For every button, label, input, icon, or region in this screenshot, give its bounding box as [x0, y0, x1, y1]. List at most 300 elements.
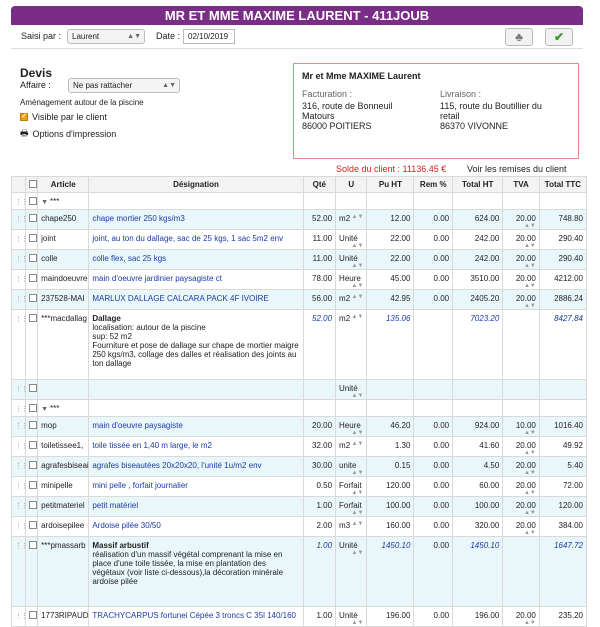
article-cell[interactable] [38, 497, 89, 517]
total-ht-cell-value: 1450.10 [470, 541, 500, 550]
designation-cell[interactable] [89, 230, 303, 250]
qty-cell-value: 32.00 [312, 441, 333, 450]
unit-cell[interactable] [336, 250, 367, 270]
pu-ht-cell[interactable] [367, 380, 414, 400]
select-all-checkbox[interactable] [29, 180, 37, 188]
pu-ht-cell-value: 196.00 [385, 611, 411, 620]
collapse-triangle-icon[interactable]: ▼ [41, 406, 50, 413]
row-handle[interactable] [12, 537, 26, 607]
qty-cell-value: 1.00 [316, 541, 333, 550]
pu-ht-cell-value: 1.30 [394, 441, 411, 450]
qty-cell[interactable] [303, 537, 335, 607]
row-handle[interactable] [12, 270, 26, 290]
drag-handle-icon[interactable]: ⋮⋮ [15, 543, 27, 550]
pu-ht-cell[interactable] [367, 477, 414, 497]
article-cell[interactable] [38, 250, 89, 270]
qty-cell[interactable] [303, 230, 335, 250]
total-ttc-cell-value: 748.80 [558, 214, 583, 223]
total-ttc-cell[interactable] [539, 210, 586, 230]
tva-cell[interactable] [503, 310, 540, 380]
unit-cell[interactable] [336, 457, 367, 477]
total-ht-cell[interactable] [453, 457, 503, 477]
designation-cell[interactable] [89, 210, 303, 230]
qty-cell[interactable] [303, 517, 335, 537]
unit-cell[interactable] [336, 210, 367, 230]
row-checkbox[interactable] [29, 611, 37, 619]
updown-icon: ▲▼ [351, 620, 364, 626]
qty-cell[interactable] [303, 193, 335, 210]
designation-cell[interactable] [89, 270, 303, 290]
unit-cell[interactable] [336, 193, 367, 210]
article-cell[interactable] [38, 290, 89, 310]
handle-header [12, 177, 26, 193]
total-ttc-cell-value: 1647.72 [554, 541, 583, 550]
unit-cell[interactable] [336, 497, 367, 517]
total-ht-cell[interactable] [453, 477, 503, 497]
tva-cell[interactable] [503, 210, 540, 230]
pu-ht-cell[interactable] [367, 457, 414, 477]
unit-cell[interactable] [336, 270, 367, 290]
unit-value: Unité [339, 541, 358, 550]
row-checkbox[interactable] [29, 521, 37, 529]
total-ttc-cell[interactable] [539, 537, 586, 607]
article-cell[interactable] [38, 310, 89, 380]
tva-cell[interactable] [503, 380, 540, 400]
total-ht-cell[interactable] [453, 537, 503, 607]
remise-cell[interactable] [414, 400, 453, 417]
total-ht-cell[interactable] [453, 417, 503, 437]
pu-ht-cell[interactable] [367, 517, 414, 537]
designation-cell[interactable] [89, 437, 303, 457]
pu-ht-cell[interactable] [367, 250, 414, 270]
tva-cell[interactable] [503, 477, 540, 497]
designation-cell[interactable] [89, 457, 303, 477]
remise-cell[interactable] [414, 310, 453, 380]
remise-cell[interactable] [414, 193, 453, 210]
row-checkbox[interactable] [29, 501, 37, 509]
row-handle[interactable] [12, 417, 26, 437]
pu-ht-cell[interactable] [367, 607, 414, 627]
total-ttc-cell[interactable] [539, 193, 586, 210]
tva-cell[interactable] [503, 230, 540, 250]
unit-cell[interactable] [336, 607, 367, 627]
table-row[interactable] [12, 270, 587, 290]
row-handle[interactable] [12, 607, 26, 627]
unit-value: m2 [339, 314, 351, 323]
article-code: agrafesbiseai [41, 461, 89, 470]
tva-cell[interactable] [503, 193, 540, 210]
row-checkbox[interactable] [29, 461, 37, 469]
tva-cell[interactable] [503, 270, 540, 290]
designation-cell[interactable] [89, 607, 303, 627]
remise-cell[interactable] [414, 210, 453, 230]
remise-cell[interactable] [414, 270, 453, 290]
row-checkbox[interactable] [29, 314, 37, 322]
article-cell[interactable] [38, 230, 89, 250]
row-checkbox[interactable] [29, 441, 37, 449]
table-row[interactable] [12, 517, 587, 537]
table-row[interactable] [12, 380, 587, 400]
col-pu-ht: Pu HT [367, 177, 414, 193]
designation-cell[interactable] [89, 417, 303, 437]
total-ttc-cell-value: 49.92 [562, 441, 583, 450]
article-cell[interactable] [38, 517, 89, 537]
table-row[interactable] [12, 437, 587, 457]
designation-cell[interactable] [89, 517, 303, 537]
tva-cell[interactable] [503, 607, 540, 627]
qty-cell-value: 1.00 [316, 501, 333, 510]
total-ttc-cell[interactable] [539, 417, 586, 437]
total-ttc-cell[interactable] [539, 517, 586, 537]
total-ttc-cell[interactable] [539, 250, 586, 270]
row-checkbox[interactable] [29, 274, 37, 282]
remise-cell[interactable] [414, 230, 453, 250]
print-options-row[interactable] [20, 126, 116, 142]
total-ht-cell-value: 41.60 [479, 441, 500, 450]
remise-cell[interactable] [414, 417, 453, 437]
tva-cell[interactable] [503, 457, 540, 477]
designation-cell[interactable] [89, 310, 303, 380]
designation-cell[interactable] [89, 537, 303, 607]
qty-cell[interactable] [303, 607, 335, 627]
row-checkbox[interactable] [29, 234, 37, 242]
drag-handle-icon[interactable]: ⋮⋮ [15, 503, 27, 510]
row-handle[interactable] [12, 477, 26, 497]
total-ht-cell[interactable] [453, 193, 503, 210]
row-checkbox[interactable] [29, 541, 37, 549]
qty-cell[interactable] [303, 457, 335, 477]
unit-value: Unité [339, 254, 358, 263]
qty-cell-value: 1.00 [316, 611, 333, 620]
qty-cell-value: 52.00 [312, 314, 333, 323]
total-ttc-cell-value: 235.20 [558, 611, 583, 620]
qty-cell[interactable] [303, 477, 335, 497]
pu-ht-cell[interactable] [367, 497, 414, 517]
pu-ht-cell[interactable] [367, 290, 414, 310]
col-unit: U [336, 177, 367, 193]
table-row[interactable] [12, 310, 587, 380]
designation-cell[interactable] [89, 400, 303, 417]
total-ttc-cell-value: 384.00 [558, 521, 583, 530]
row-checkbox[interactable] [29, 481, 37, 489]
drag-handle-icon[interactable]: ⋮⋮ [15, 443, 27, 450]
qty-cell[interactable] [303, 417, 335, 437]
validate-button[interactable] [545, 28, 573, 46]
date-field[interactable]: 02/10/2019 [183, 29, 235, 44]
article-cell[interactable] [38, 210, 89, 230]
drag-handle-icon[interactable]: ⋮⋮ [15, 483, 27, 490]
row-handle[interactable] [12, 457, 26, 477]
unit-cell[interactable] [336, 290, 367, 310]
col-remise: Rem % [414, 177, 453, 193]
pu-ht-cell[interactable] [367, 230, 414, 250]
table-row[interactable] [12, 210, 587, 230]
total-ht-cell[interactable] [453, 270, 503, 290]
designation-cell[interactable] [89, 193, 303, 210]
total-ttc-cell[interactable] [539, 437, 586, 457]
select-all-header [25, 177, 38, 193]
total-ht-cell[interactable] [453, 250, 503, 270]
tva-cell[interactable] [503, 290, 540, 310]
unit-value: Forfait [339, 501, 362, 510]
total-ht-cell[interactable] [453, 310, 503, 380]
qty-cell[interactable] [303, 400, 335, 417]
qty-cell[interactable] [303, 380, 335, 400]
drag-handle-icon[interactable]: ⋮⋮ [15, 256, 27, 263]
unit-cell[interactable] [336, 417, 367, 437]
designation-cell[interactable] [89, 290, 303, 310]
table-row[interactable] [12, 607, 587, 627]
qty-cell[interactable] [303, 497, 335, 517]
designation-cell[interactable] [89, 250, 303, 270]
pu-ht-cell-value: 42.95 [390, 294, 411, 303]
qty-cell[interactable] [303, 270, 335, 290]
address-line: 86000 POITIERS [302, 121, 372, 131]
total-ttc-cell[interactable] [539, 380, 586, 400]
article-cell[interactable] [38, 270, 89, 290]
drag-handle-icon[interactable]: ⋮⋮ [15, 523, 27, 530]
total-ttc-cell[interactable] [539, 497, 586, 517]
clover-button[interactable] [505, 28, 533, 46]
updown-icon: ▲▼ [351, 393, 364, 399]
qty-cell[interactable] [303, 437, 335, 457]
qty-cell-value: 0.50 [316, 481, 333, 490]
drag-handle-icon[interactable]: ⋮⋮ [15, 199, 27, 206]
qty-cell-value: 2.00 [316, 521, 333, 530]
updown-icon: ▲▼ [523, 223, 536, 229]
remise-cell[interactable] [414, 437, 453, 457]
total-ttc-cell[interactable] [539, 607, 586, 627]
pu-ht-cell[interactable] [367, 310, 414, 380]
article-cell[interactable] [38, 380, 89, 400]
qty-cell-value: 78.00 [312, 274, 333, 283]
drag-handle-icon[interactable]: ⋮⋮ [15, 406, 27, 413]
clover-icon: ♣ [515, 30, 523, 44]
article-cell[interactable] [38, 607, 89, 627]
col-total-ttc: Total TTC [539, 177, 586, 193]
saisi-par-select[interactable] [67, 29, 145, 44]
pu-ht-cell[interactable] [367, 437, 414, 457]
total-ttc-cell[interactable] [539, 270, 586, 290]
remise-cell-value: 0.00 [433, 421, 450, 430]
table-row[interactable] [12, 497, 587, 517]
total-ht-cell[interactable] [453, 497, 503, 517]
remise-cell-value: 0.00 [433, 611, 450, 620]
updown-icon: ▲▼ [351, 214, 364, 220]
article-cell[interactable] [38, 537, 89, 607]
tva-cell[interactable] [503, 497, 540, 517]
client-discounts-link[interactable]: Voir les remises du client [467, 164, 567, 174]
total-ht-cell[interactable] [453, 230, 503, 250]
row-handle[interactable] [12, 290, 26, 310]
updown-icon: ▲▼ [523, 430, 536, 436]
check-icon: ✔ [553, 30, 565, 44]
table-row[interactable] [12, 250, 587, 270]
tva-cell[interactable] [503, 517, 540, 537]
unit-cell[interactable] [336, 310, 367, 380]
drag-handle-icon[interactable]: ⋮⋮ [15, 296, 27, 303]
pu-ht-cell[interactable] [367, 400, 414, 417]
total-ht-cell[interactable] [453, 210, 503, 230]
total-ht-cell-value: 3510.00 [470, 274, 500, 283]
designation-cell[interactable] [89, 497, 303, 517]
article-cell[interactable] [38, 417, 89, 437]
remise-cell-value: 0.00 [433, 234, 450, 243]
total-ht-cell[interactable] [453, 290, 503, 310]
drag-handle-icon[interactable]: ⋮⋮ [15, 236, 27, 243]
collapse-triangle-icon[interactable]: ▼ [41, 199, 50, 206]
total-ttc-cell[interactable] [539, 230, 586, 250]
affaire-select[interactable] [68, 78, 180, 93]
table-row[interactable] [12, 477, 587, 497]
facturation-label: Facturation : [302, 89, 353, 99]
updown-icon: ▲▼ [351, 314, 364, 320]
table-row[interactable] [12, 417, 587, 437]
total-ttc-cell[interactable] [539, 310, 586, 380]
total-ht-cell[interactable] [453, 607, 503, 627]
remise-cell[interactable] [414, 537, 453, 607]
visible-client-row[interactable] [20, 112, 107, 122]
updown-icon: ▲▼ [351, 283, 364, 289]
drag-handle-icon[interactable]: ⋮⋮ [15, 276, 27, 283]
row-checkbox[interactable] [29, 197, 37, 205]
pu-ht-cell-value: 135.06 [385, 314, 411, 323]
designation-cell[interactable] [89, 477, 303, 497]
remise-cell[interactable] [414, 457, 453, 477]
tva-value: 20.00 [515, 234, 536, 243]
row-checkbox[interactable] [29, 384, 37, 392]
row-handle[interactable] [12, 380, 26, 400]
row-handle[interactable] [12, 250, 26, 270]
tva-value: 20.00 [515, 254, 536, 263]
updown-icon: ▲▼ [523, 450, 536, 456]
unit-cell[interactable] [336, 380, 367, 400]
drag-handle-icon[interactable]: ⋮⋮ [15, 316, 27, 323]
remise-cell[interactable] [414, 250, 453, 270]
article-cell[interactable] [38, 477, 89, 497]
unit-value: m3 [339, 521, 351, 530]
drag-handle-icon[interactable]: ⋮⋮ [15, 423, 27, 430]
designation-text: TRACHYCARPUS fortunei Cépée 3 troncs C 35l 140/160 [92, 611, 296, 620]
row-handle[interactable] [12, 400, 26, 417]
row-checkbox[interactable] [29, 421, 37, 429]
designation-text: mini pelle , forfait journalier [92, 481, 188, 490]
livraison-address [440, 101, 542, 131]
row-handle[interactable] [12, 193, 26, 210]
unit-cell[interactable] [336, 477, 367, 497]
total-ttc-cell[interactable] [539, 457, 586, 477]
qty-cell[interactable] [303, 310, 335, 380]
updown-icon: ▲▼ [523, 620, 536, 626]
table-row[interactable] [12, 457, 587, 477]
pu-ht-cell[interactable] [367, 193, 414, 210]
unit-cell[interactable] [336, 517, 367, 537]
table-row[interactable] [12, 193, 587, 210]
drag-handle-icon[interactable]: ⋮⋮ [15, 386, 27, 393]
article-cell[interactable] [38, 457, 89, 477]
designation-text: main d'oeuvre jardinier paysagiste ct [92, 274, 222, 283]
client-box [293, 63, 579, 159]
pu-ht-cell[interactable] [367, 417, 414, 437]
tva-cell[interactable] [503, 437, 540, 457]
total-ht-cell[interactable] [453, 380, 503, 400]
row-handle[interactable] [12, 230, 26, 250]
qty-cell[interactable] [303, 250, 335, 270]
window-title: MR ET MME MAXIME LAURENT - 411JOUB [11, 6, 583, 25]
affaire-label: Affaire : [20, 80, 51, 90]
table-row[interactable] [12, 230, 587, 250]
table-row[interactable] [12, 400, 587, 417]
total-ttc-cell-value: 4212.00 [554, 274, 583, 283]
unit-value: m2 [339, 294, 351, 303]
tva-cell[interactable] [503, 417, 540, 437]
row-handle[interactable] [12, 437, 26, 457]
remise-cell[interactable] [414, 607, 453, 627]
drag-handle-icon[interactable]: ⋮⋮ [15, 613, 27, 620]
unit-cell[interactable] [336, 400, 367, 417]
total-ht-cell[interactable] [453, 437, 503, 457]
total-ttc-cell[interactable] [539, 477, 586, 497]
pu-ht-cell[interactable] [367, 537, 414, 607]
article-cell[interactable] [38, 193, 89, 210]
designation-cell[interactable] [89, 380, 303, 400]
table-row[interactable] [12, 537, 587, 607]
row-checkbox[interactable] [29, 214, 37, 222]
drag-handle-icon[interactable]: ⋮⋮ [15, 216, 27, 223]
table-row[interactable] [12, 290, 587, 310]
tva-cell[interactable] [503, 400, 540, 417]
row-checkbox[interactable] [29, 404, 37, 412]
row-checkbox[interactable] [29, 294, 37, 302]
drag-handle-icon[interactable]: ⋮⋮ [15, 463, 27, 470]
article-cell[interactable] [38, 437, 89, 457]
row-handle[interactable] [12, 210, 26, 230]
row-checkbox[interactable] [29, 254, 37, 262]
unit-cell[interactable] [336, 437, 367, 457]
qty-cell[interactable] [303, 210, 335, 230]
pu-ht-cell[interactable] [367, 270, 414, 290]
designation-text: petit matériel [92, 501, 139, 510]
total-ht-cell-value: 242.00 [474, 254, 500, 263]
remise-cell[interactable] [414, 517, 453, 537]
visible-client-checkbox[interactable] [20, 113, 28, 121]
remise-cell[interactable] [414, 290, 453, 310]
updown-icon: ▲▼ [523, 243, 536, 249]
article-code: ***pmassarb [41, 541, 86, 550]
pu-ht-cell[interactable] [367, 210, 414, 230]
total-ht-cell[interactable] [453, 517, 503, 537]
total-ttc-cell[interactable] [539, 290, 586, 310]
remise-cell[interactable] [414, 380, 453, 400]
article-code: *** [49, 197, 60, 206]
tva-cell[interactable] [503, 537, 540, 607]
article-cell[interactable] [38, 400, 89, 417]
total-ht-cell-value: 60.00 [479, 481, 500, 490]
unit-cell[interactable] [336, 230, 367, 250]
remise-cell[interactable] [414, 477, 453, 497]
remise-cell[interactable] [414, 497, 453, 517]
total-ttc-cell[interactable] [539, 400, 586, 417]
unit-cell[interactable] [336, 537, 367, 607]
qty-cell[interactable] [303, 290, 335, 310]
unit-value: Forfait [339, 481, 362, 490]
tva-cell[interactable] [503, 250, 540, 270]
row-handle[interactable] [12, 310, 26, 380]
total-ht-cell[interactable] [453, 400, 503, 417]
pu-ht-cell-value: 0.15 [394, 461, 411, 470]
row-handle[interactable] [12, 497, 26, 517]
row-handle[interactable] [12, 517, 26, 537]
